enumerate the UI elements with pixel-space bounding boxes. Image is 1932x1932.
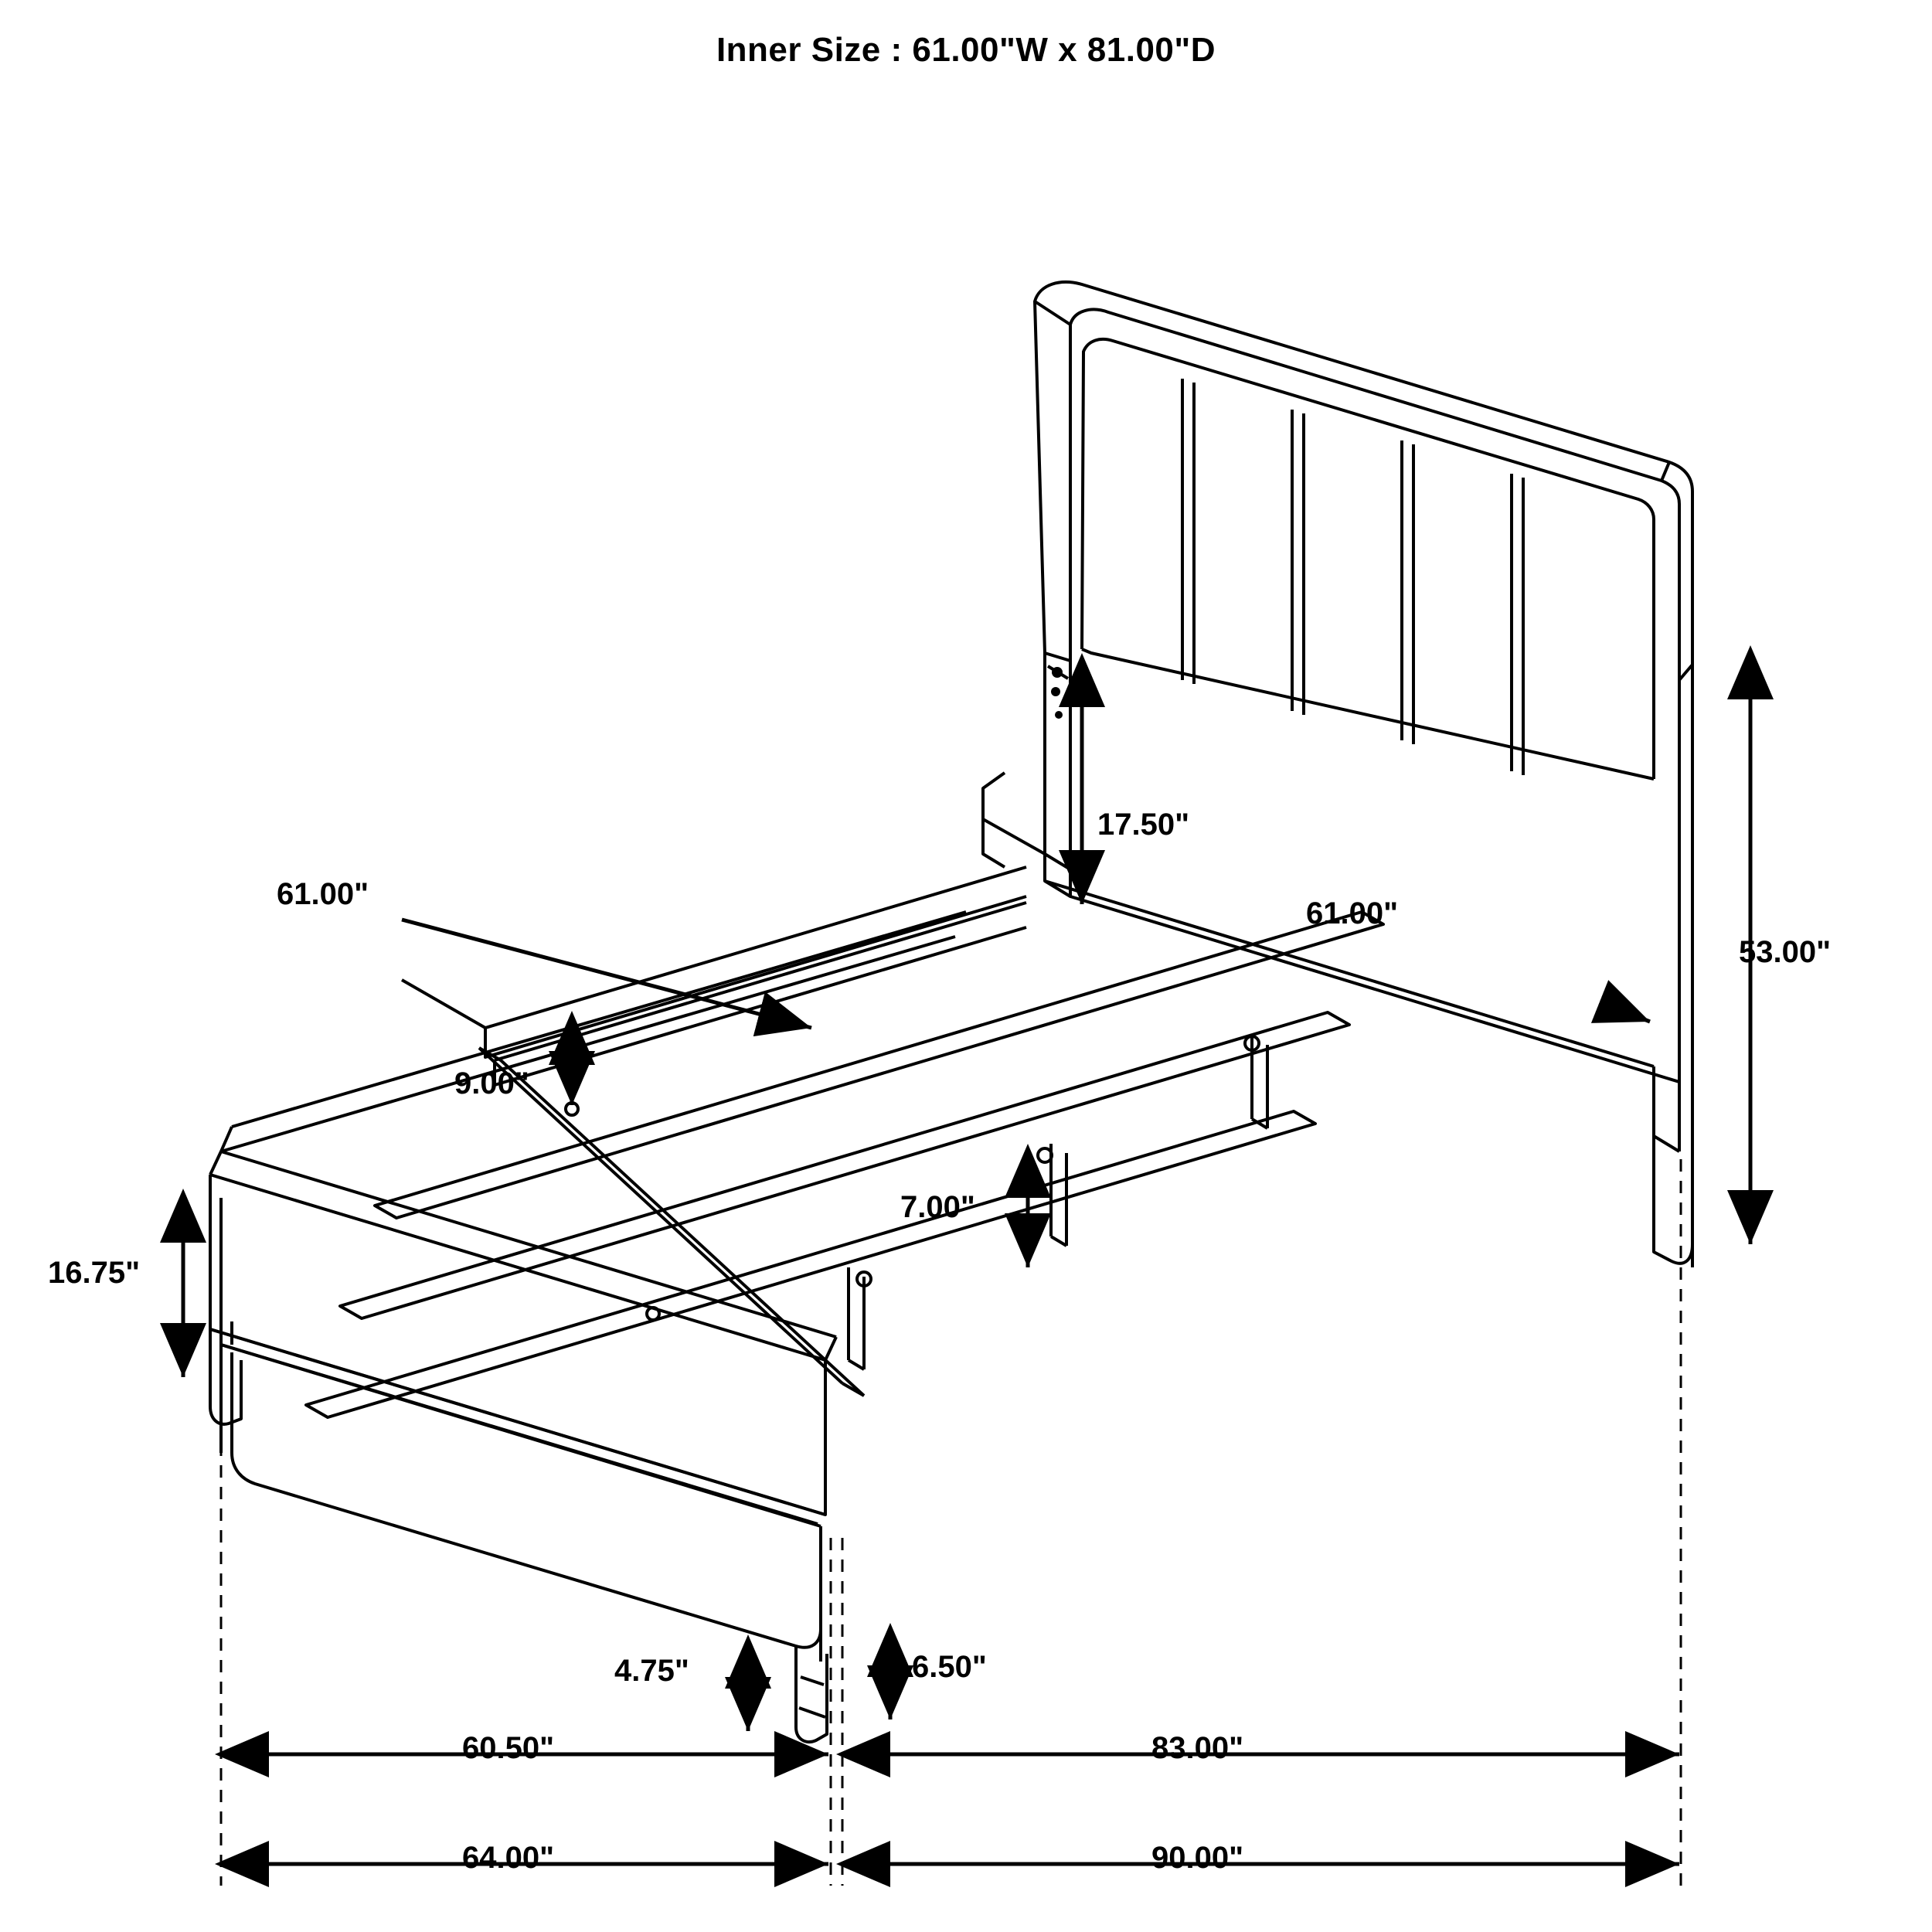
extension-lines	[221, 1159, 1681, 1886]
dimension-label-overall-length: 90.00"	[1151, 1841, 1244, 1875]
dimension-label-overall-width: 64.00"	[462, 1841, 555, 1875]
bed-outline	[210, 282, 1692, 1742]
dimension-label-leg-height-front: 4.75"	[614, 1654, 689, 1688]
dimension-label-slat-width: 61.00"	[277, 877, 369, 911]
dimension-label-headboard-inner-width: 61.00"	[1306, 896, 1399, 930]
dimension-label-rail-to-slat-height: 9.00"	[454, 1066, 529, 1100]
dimension-label-leg-height-side: 6.50"	[912, 1650, 987, 1684]
dimension-label-overall-height: 53.00"	[1739, 935, 1832, 969]
page-title: Inner Size : 61.00"W x 81.00"D	[716, 31, 1216, 69]
dimension-label-footboard-height: 16.75"	[48, 1256, 141, 1290]
dimension-label-footboard-inner-width: 60.50"	[462, 1731, 555, 1765]
dimension-label-center-support-height: 7.00"	[900, 1190, 975, 1224]
dimension-label-side-inner-length: 83.00"	[1151, 1731, 1244, 1765]
dimension-label-headboard-inner-height: 17.50"	[1097, 808, 1190, 842]
